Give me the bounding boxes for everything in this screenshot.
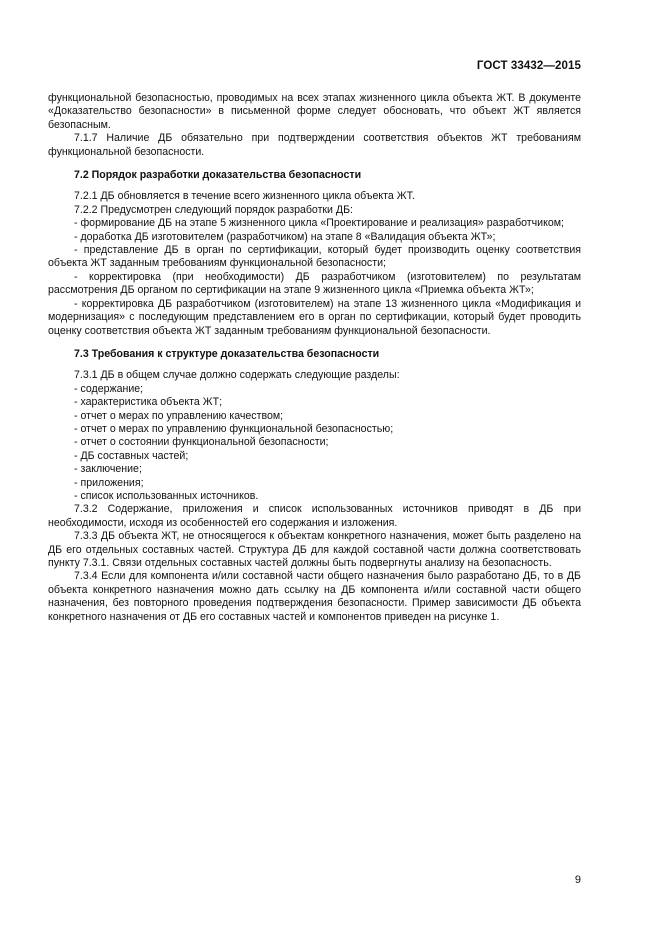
list-item: - содержание;: [74, 382, 144, 395]
paragraph: 7.3.2 Содержание, приложения и список использованных источников приводят в ДБ при необходимости, исходя из особенностей его содержания и изложения.: [48, 503, 581, 529]
list-item: - представление ДБ в орган по сертификации, который будет производить оценку соответствия объекта ЖТ заданным требованиям функциональной безопасности;: [48, 244, 581, 270]
list-item: - формирование ДБ на этапе 5 жизненного цикла «Проектирование и реализация» разработчиком;: [74, 217, 564, 230]
section-heading: 7.3 Требования к структуре доказательства безопасности: [74, 347, 380, 360]
list-item: - отчет о мерах по управлению функциональной безопасностью;: [74, 422, 394, 435]
paragraph: 7.3.4 Если для компонента и/или составной части общего назначения было разработано ДБ, то в ДБ объекта конкретного назначения можно дать ссылку на ДБ компонента и/или составной части общего назначения, без повторного проведения подтверждения безопасности. Пример зависимости ДБ объекта конкретного назначения от ДБ его составных частей и компонентов приведен на рисунке 1.: [48, 570, 581, 623]
list-item: - доработка ДБ изготовителем (разработчиком) на этапе 8 «Валидация объекта ЖТ»;: [74, 230, 496, 243]
page-body: [48, 92, 581, 624]
paragraph: 7.3.3 ДБ объекта ЖТ, не относящегося к объектам конкретного назначения, может быть разделено на ДБ его отдельных составных частей. Структура ДБ для каждой составной части должна соответствовать пункту 7.3.1. Связи отдельных составных частей должны быть подвергнуты анализу на безопасность.: [48, 530, 581, 569]
list-item: - характеристика объекта ЖТ;: [74, 396, 223, 409]
list-item: - отчет о мерах по управлению качеством;: [74, 409, 284, 422]
paragraph: 7.2.1 ДБ обновляется в течение всего жизненного цикла объекта ЖТ.: [74, 190, 415, 203]
paragraph: 7.2.2 Предусмотрен следующий порядок разработки ДБ:: [74, 203, 353, 216]
document-id: ГОСТ 33432—2015: [476, 60, 581, 72]
list-item: - отчет о состоянии функциональной безопасности;: [74, 436, 329, 449]
section-heading: 7.2 Порядок разработки доказательства безопасности: [74, 169, 362, 182]
paragraph: 7.1.7 Наличие ДБ обязательно при подтверждении соответствия объектов ЖТ требованиям функциональной безопасности.: [48, 132, 581, 158]
list-item: - корректировка ДБ разработчиком (изготовителем) на этапе 13 жизненного цикла «Модификация и модернизация» с последующим представлением его в орган по сертификации, который будет проводить оценку соответствия объекта ЖТ заданным требованиям функциональной безопасности.: [48, 297, 581, 337]
list-item: - список использованных источников.: [74, 489, 259, 502]
list-item: - заключение;: [74, 463, 142, 476]
paragraph: 7.3.1 ДБ в общем случае должно содержать следующие разделы:: [74, 369, 400, 382]
paragraph: функциональной безопасностью, проводимых на всех этапах жизненного цикла объекта ЖТ. В документе «Доказательство безопасности» в письменной форме следует обосновать, что объект ЖТ является безопасным.: [48, 92, 581, 131]
list-item: - ДБ составных частей;: [74, 449, 189, 462]
list-item: - корректировка (при необходимости) ДБ разработчиком (изготовителем) по результатам рассмотрения ДБ органом по сертификации на этапе 9 жизненного цикла «Приемка объекта ЖТ»;: [48, 270, 581, 297]
list-item: - приложения;: [74, 476, 144, 489]
page-number: 9: [574, 874, 581, 886]
